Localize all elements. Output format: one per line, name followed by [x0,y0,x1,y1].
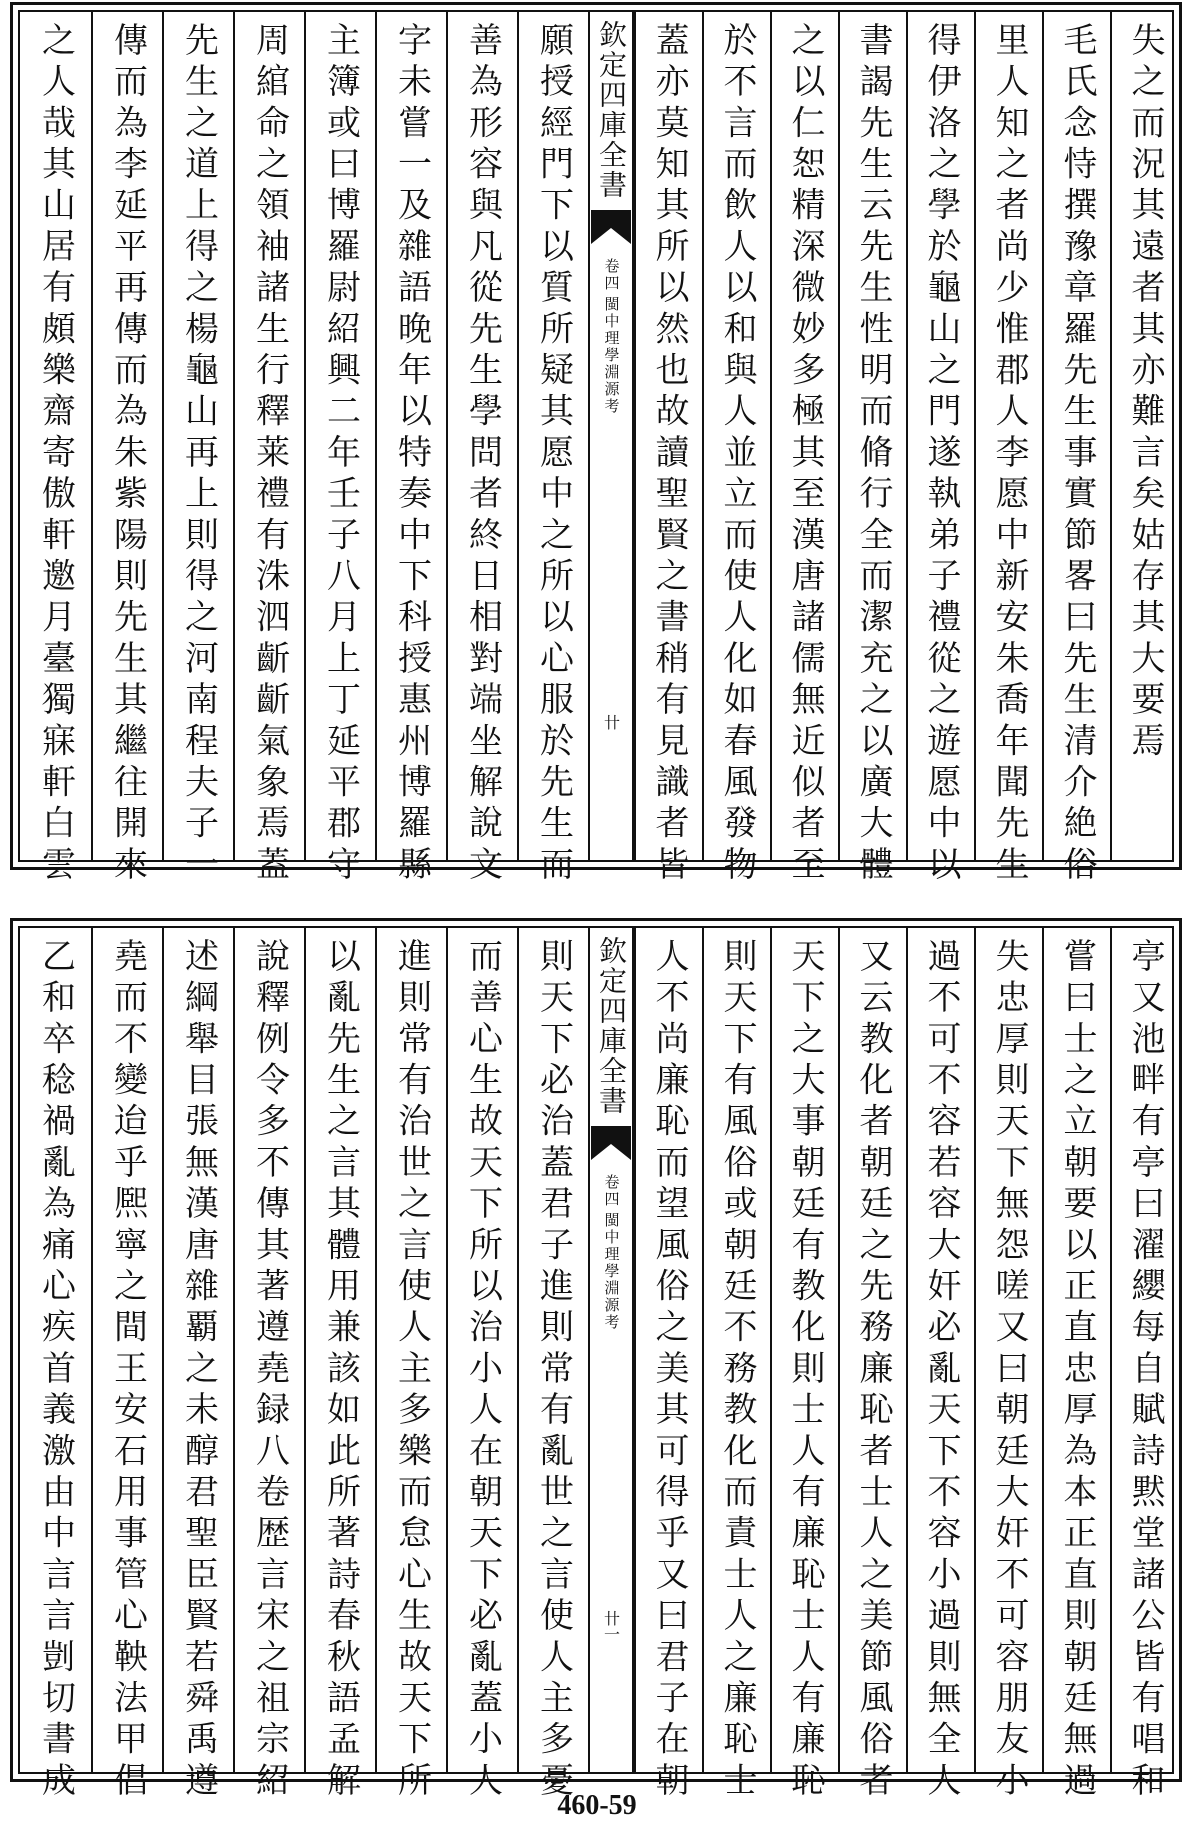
page-number: 460-59 [557,1790,637,1821]
text-column: 主簿或曰博羅尉紹興二年壬子八月上丁延平郡守 [304,12,375,860]
text-column: 則天下必治蓋君子進則常有亂世之言使人主多憂 [517,928,588,1772]
top-page [10,2,1182,888]
gutter-title: 欽定四庫全書 [595,20,628,200]
gutter-volume: 卷四 [602,1174,621,1208]
text-column: 於不言而飲人以和與人並立而使人化如春風發物 [702,12,770,860]
text-column: 傳而為李延平再傳而為朱紫陽則先生其繼往開來 [91,12,162,860]
leaf-number: 卄 [601,714,621,730]
text-column: 毛氏念恃撰豫章羅先生事實節畧曰先生清介絶俗 [1042,12,1110,860]
center-gutter [588,12,634,860]
gutter-title: 欽定四庫全書 [595,936,628,1116]
text-column: 書謁先生云先生性明而脩行全而潔充之以廣大體 [838,12,906,860]
text-column: 亭又池畔有亭曰濯纓每自賦詩黙堂諸公皆有唱和 [1110,928,1178,1772]
text-column: 之以仁恕精深微妙多極其至漢唐諸儒無近似者至 [770,12,838,860]
text-column: 里人知之者尚少惟郡人李愿中新安朱喬年聞先生 [974,12,1042,860]
text-column: 以亂先生之言其體用兼該如此所著詩春秋語孟解 [304,928,375,1772]
text-column: 蓋亦莫知其所以然也故讀聖賢之書稍有見識者皆 [634,12,702,860]
text-column: 願授經門下以質所疑其愿中之所以心服於先生而 [517,12,588,860]
text-column: 之人哉其山居有頗樂齋寄傲軒邀月臺獨寐軒白雲 [35,22,76,888]
text-column: 嘗曰士之立朝要以正直忠厚為本正直則朝廷無過 [1042,928,1110,1772]
text-column: 先生之道上得之楊龜山再上則得之河南程夫子一 [162,12,233,860]
text-column: 周綰命之領袖諸生行釋莱禮有洙泗齗齗氣象焉蓋 [233,12,304,860]
text-column: 人不尚廉恥而望風俗之美其可得乎又曰君子在朝 [634,928,702,1772]
text-column: 說釋例令多不傳其著遵堯録八卷歴言宋之祖宗紹 [233,928,304,1772]
gutter-book-title: 閩中理學淵源考 [602,296,621,415]
text-column: 進則常有治世之言使人主多樂而怠心生故天下所 [375,928,446,1772]
leaf-number: 卄一 [601,1610,621,1642]
text-column: 乙和卒稔禍亂為痛心疾首義激由中言言剴切書成 [35,938,76,1804]
text-column: 得伊洛之學於龜山之門遂執弟子禮從之遊愿中以 [906,12,974,860]
text-column: 而善心生故天下所以治小人在朝天下必亂蓋小人 [446,928,517,1772]
text-column: 又云教化者朝廷之先務廉恥者士人之美節風俗者 [838,928,906,1772]
text-column: 則天下有風俗或朝廷不務教化而責士人之廉恥士 [702,928,770,1772]
bottom-page-frame [18,926,1174,1804]
text-column: 失之而況其遠者其亦難言矣姑存其大要焉 [1110,12,1178,860]
text-column: 字未嘗一及雜語晚年以特奏中下科授惠州博羅縣 [375,12,446,860]
text-column: 述綱舉目張無漢唐雜覇之未醇君聖臣賢若舜禹遵 [162,928,233,1772]
gutter-volume: 卷四 [602,258,621,292]
text-column: 天下之大事朝廷有教化則士人有廉恥士人有廉恥 [770,928,838,1772]
gutter-book-title: 閩中理學淵源考 [602,1212,621,1331]
text-column: 失忠厚則天下無怨嗟又曰朝廷大奸不可容朋友小 [974,928,1042,1772]
text-column: 善為形容與凡從先生學問者終日相對端坐解說文 [446,12,517,860]
text-column: 堯而不變迨乎熈寧之間王安石用事管心鞅法甲倡 [91,928,162,1772]
fishtail-mark-icon [591,210,631,250]
bottom-page [10,918,1182,1804]
center-gutter [588,928,634,1772]
text-column: 過不可不容若容大奸必亂天下不容小過則無全人 [906,928,974,1772]
top-page-frame [18,10,1174,888]
fishtail-mark-icon [591,1126,631,1166]
